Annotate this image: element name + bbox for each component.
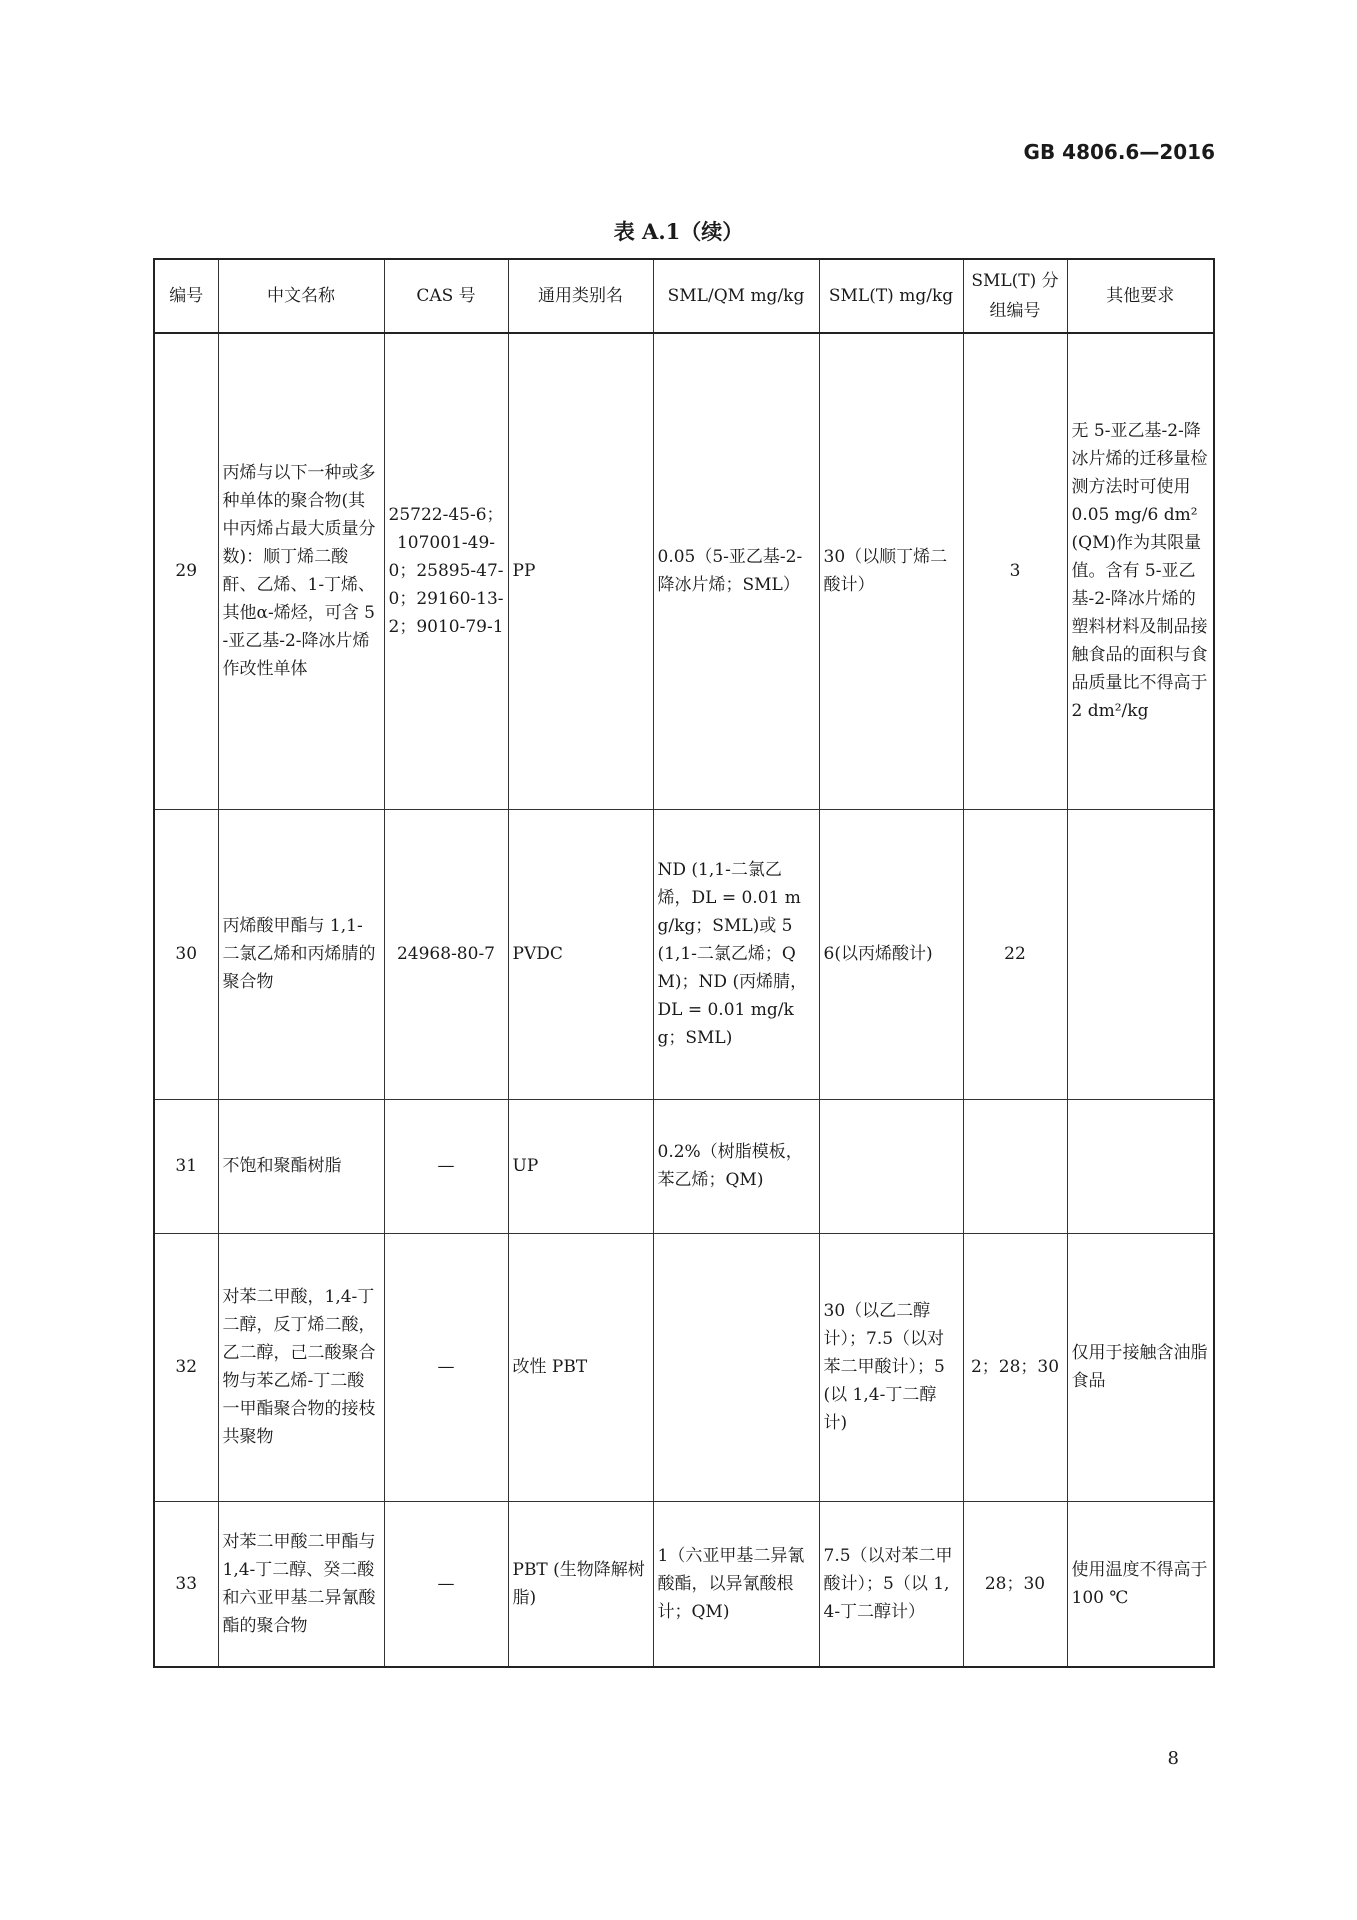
cell-no: 31 bbox=[154, 1099, 218, 1233]
cell-no: 33 bbox=[154, 1501, 218, 1667]
cell-name: 丙烯酸甲酯与 1,1-二氯乙烯和丙烯腈的聚合物 bbox=[218, 809, 384, 1099]
cell-group: 22 bbox=[963, 809, 1067, 1099]
cell-name: 对苯二甲酸，1,4-丁二醇，反丁烯二酸，乙二醇，己二酸聚合物与苯乙烯-丁二酸一甲酯聚合物的接枝共聚物 bbox=[218, 1233, 384, 1501]
col-header-cas: CAS 号 bbox=[384, 259, 508, 333]
cell-cas: — bbox=[384, 1099, 508, 1233]
standard-code: GB 4806.6—2016 bbox=[1023, 140, 1215, 164]
cell-other: 使用温度不得高于 100 ℃ bbox=[1067, 1501, 1214, 1667]
cell-category: PVDC bbox=[508, 809, 653, 1099]
cell-sml-t: 30（以乙二醇计）；7.5（以对苯二甲酸计）；5(以 1,4-丁二醇计) bbox=[819, 1233, 963, 1501]
cell-no: 29 bbox=[154, 333, 218, 809]
cell-cas: 25722-45-6；107001-49-0；25895-47-0；29160-13-2；9010-79-1 bbox=[384, 333, 508, 809]
cell-group: 28；30 bbox=[963, 1501, 1067, 1667]
cell-cas: — bbox=[384, 1501, 508, 1667]
cell-group: 2；28；30 bbox=[963, 1233, 1067, 1501]
table-header-row bbox=[154, 259, 1214, 333]
cell-category: UP bbox=[508, 1099, 653, 1233]
col-header-group: SML(T) 分组编号 bbox=[963, 259, 1067, 333]
cell-sml-t: 7.5（以对苯二甲酸计）；5（以 1,4-丁二醇计） bbox=[819, 1501, 963, 1667]
table-row bbox=[154, 1501, 1214, 1667]
col-header-name: 中文名称 bbox=[218, 259, 384, 333]
table-row bbox=[154, 809, 1214, 1099]
cell-cas: — bbox=[384, 1233, 508, 1501]
cell-name: 对苯二甲酸二甲酯与 1,4-丁二醇、癸二酸和六亚甲基二异氰酸酯的聚合物 bbox=[218, 1501, 384, 1667]
cell-sml-t: 6(以丙烯酸计) bbox=[819, 809, 963, 1099]
cell-sml-qm: 1（六亚甲基二异氰酸酯，以异氰酸根计；QM) bbox=[653, 1501, 819, 1667]
col-header-category: 通用类别名 bbox=[508, 259, 653, 333]
cell-category: PBT (生物降解树脂) bbox=[508, 1501, 653, 1667]
page-number: 8 bbox=[1167, 1748, 1179, 1769]
col-header-sml-qm: SML/QM mg/kg bbox=[653, 259, 819, 333]
cell-other: 无 5-亚乙基-2-降冰片烯的迁移量检测方法时可使用 0.05 mg/6 dm² (QM)作为其限量值。含有 5-亚乙基-2-降冰片烯的塑料材料及制品接触食品的面积与食品质量比不得高于 2 dm²/kg bbox=[1067, 333, 1214, 809]
cell-name: 丙烯与以下一种或多种单体的聚合物(其中丙烯占最大质量分数)：顺丁烯二酸酐、乙烯、1-丁烯、其他α-烯烃，可含 5-亚乙基-2-降冰片烯作改性单体 bbox=[218, 333, 384, 809]
cell-category: 改性 PBT bbox=[508, 1233, 653, 1501]
data-table bbox=[153, 258, 1215, 1668]
cell-sml-qm bbox=[653, 1233, 819, 1501]
col-header-sml-t: SML(T) mg/kg bbox=[819, 259, 963, 333]
cell-other bbox=[1067, 1099, 1214, 1233]
cell-sml-qm: 0.2%（树脂模板，苯乙烯；QM) bbox=[653, 1099, 819, 1233]
cell-group bbox=[963, 1099, 1067, 1233]
col-header-no: 编号 bbox=[154, 259, 218, 333]
table-row bbox=[154, 1099, 1214, 1233]
table-row bbox=[154, 333, 1214, 809]
col-header-other: 其他要求 bbox=[1067, 259, 1214, 333]
cell-no: 32 bbox=[154, 1233, 218, 1501]
cell-other bbox=[1067, 809, 1214, 1099]
cell-sml-t bbox=[819, 1099, 963, 1233]
cell-sml-qm: ND (1,1-二氯乙烯，DL = 0.01 mg/kg；SML)或 5 (1,1-二氯乙烯；QM)；ND (丙烯腈，DL = 0.01 mg/kg；SML) bbox=[653, 809, 819, 1099]
cell-sml-qm: 0.05（5-亚乙基-2-降冰片烯；SML） bbox=[653, 333, 819, 809]
cell-group: 3 bbox=[963, 333, 1067, 809]
cell-category: PP bbox=[508, 333, 653, 809]
table-row bbox=[154, 1233, 1214, 1501]
cell-name: 不饱和聚酯树脂 bbox=[218, 1099, 384, 1233]
cell-cas: 24968-80-7 bbox=[384, 809, 508, 1099]
cell-sml-t: 30（以顺丁烯二酸计） bbox=[819, 333, 963, 809]
cell-other: 仅用于接触含油脂食品 bbox=[1067, 1233, 1214, 1501]
cell-no: 30 bbox=[154, 809, 218, 1099]
table-title: 表 A.1（续） bbox=[613, 219, 744, 244]
